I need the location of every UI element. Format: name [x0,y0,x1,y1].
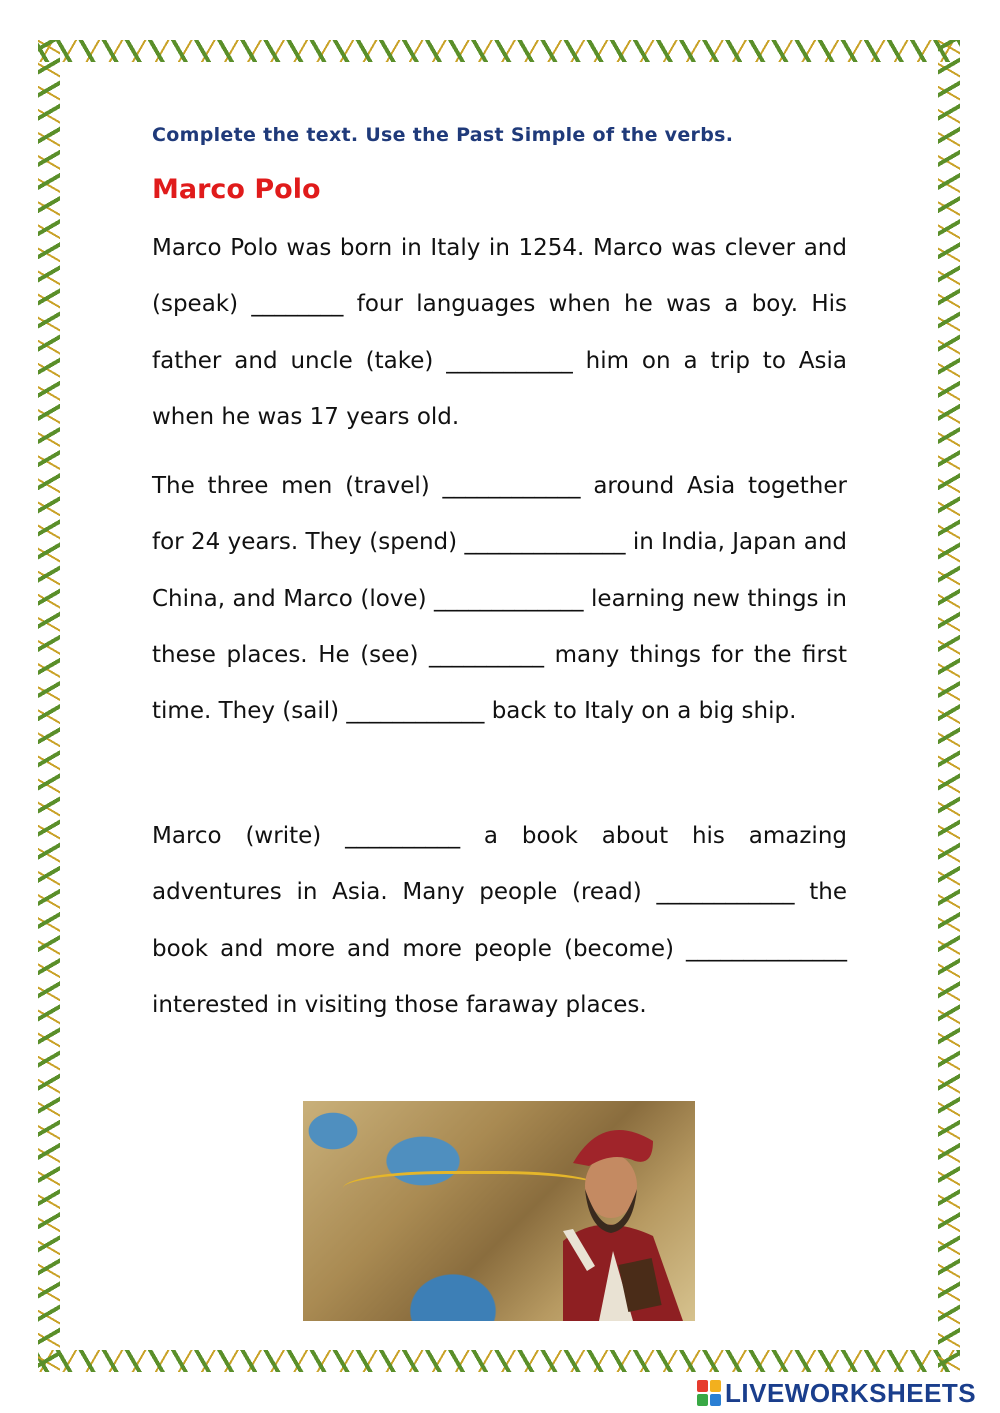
decorative-border-top [38,40,960,62]
worksheet-instructions: Complete the text. Use the Past Simple of the verbs. [152,124,734,146]
brand-name: LIVEWORKSHEETS [725,1377,977,1408]
liveworksheets-logo [697,1376,976,1410]
logo-mark-icon [697,1380,721,1406]
paragraph-2: The three men (travel) ____________ around Asia together for 24 years. They (spend) ______________ in India, Japan and China, and Marco (love) _____________ learning new things in these places. He (see) __________ many things for the first time. They (sail) ____________ back to Italy on a big ship. [152,473,847,725]
paragraph-3: Marco (write) __________ a book about his amazing adventures in Asia. Many people (read) ____________ the book and more and more people (become) ______________ interested in visiting those faraway places. [152,823,847,1018]
paragraph-1: Marco Polo was born in Italy in 1254. Marco was clever and (speak) ________ four languages when he was a boy. His father and uncle (take) ___________ him on a trip to Asia when he was 17 years old. [152,235,847,430]
marco-polo-map-image [303,1101,695,1321]
portrait-figure [503,1111,695,1321]
decorative-border-bottom [38,1350,960,1372]
decorative-border-right [938,40,960,1372]
decorative-border-left [38,40,60,1372]
worksheet-title: Marco Polo [152,174,321,205]
